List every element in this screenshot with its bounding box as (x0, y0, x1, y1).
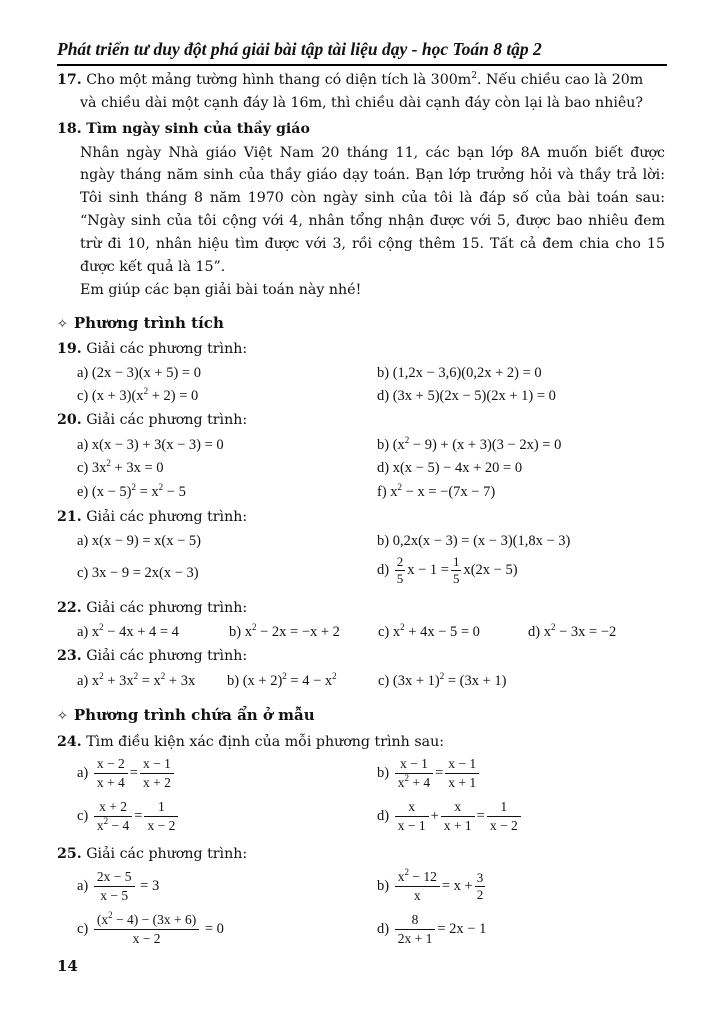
equals-sign: = (134, 808, 143, 824)
numerator: 1 (452, 554, 460, 569)
superscript: 2 (404, 435, 410, 445)
denominator: x − 5 (100, 888, 129, 903)
fraction (94, 756, 128, 791)
denominator (395, 774, 433, 791)
math-part: d) x (528, 624, 551, 640)
fraction (94, 799, 132, 834)
math-part: + 4 (408, 775, 431, 790)
superscript: 2 (103, 816, 109, 826)
math-part: − 9) + (x + 3)(3 − 2x) = 0 (409, 437, 562, 453)
math-part: b) (x + 2) (227, 673, 283, 689)
header-rule (57, 64, 667, 66)
problem-19-d: d) (3x + 5)(2x − 5)(2x + 1) = 0 (377, 388, 556, 404)
equals-sign: = (435, 765, 444, 781)
problem-20-c (77, 459, 164, 477)
problem-21-d (377, 554, 518, 587)
math-part: a) x (77, 624, 100, 640)
diamond-icon: ✧ (57, 317, 68, 332)
problem-17-line-2: và chiều dài một cạnh đáy là 16m, thì chiều dài cạnh đáy còn lại là bao nhiêu? (80, 95, 644, 111)
problem-number: 20. (57, 412, 82, 428)
item-label: a) (77, 878, 89, 894)
problem-number: 18. (57, 121, 82, 137)
math-part: − 2x = −x + 2 (256, 624, 340, 640)
math-part: x (96, 818, 104, 833)
superscript: 2 (158, 482, 164, 492)
problem-22-c (378, 623, 480, 641)
problem-20-heading (57, 411, 247, 429)
numerator: x (395, 799, 429, 817)
math-part: f) x (377, 484, 398, 500)
problem-20-d: d) x(x − 5) − 4x + 20 = 0 (377, 460, 523, 476)
problem-19-a: a) (2x − 3)(x + 5) = 0 (77, 365, 201, 381)
superscript: 2 (106, 458, 111, 468)
math-part: b) x (229, 624, 252, 640)
fraction (395, 554, 406, 587)
denominator: x − 2 (489, 818, 518, 833)
problem-number: 21. (57, 509, 82, 525)
section-title: Phương trình tích (73, 314, 224, 332)
math-part: − 4x + 4 = 4 (103, 624, 179, 640)
item-label: c) (77, 921, 89, 937)
problem-24-a (77, 756, 176, 791)
numerator: 2x − 5 (94, 869, 135, 887)
math-part: + 3x (165, 673, 196, 689)
problem-prompt: Giải các phương trình: (86, 509, 248, 525)
math-part: c) (x + 3)(x (77, 388, 144, 404)
problem-18-line: Tôi sinh tháng 8 năm 1970 còn ngày sinh của tôi là đáp số của bài toán sau: (80, 190, 665, 206)
numerator: 3 (476, 870, 484, 885)
equals-sign: = (129, 765, 138, 781)
problem-20-e (77, 483, 186, 501)
fraction (144, 799, 178, 834)
numerator: x − 1 (395, 756, 433, 774)
fraction (140, 756, 174, 791)
superscript: 2 (108, 910, 113, 920)
superscript: 2 (397, 482, 403, 492)
problem-22-heading (57, 599, 247, 617)
section-heading-product-equations (57, 314, 224, 332)
problem-18-line: trừ đi 10, nhân hiệu tìm được với 3, rồi cộng thêm 15. Tất cả đem chia cho 15 (80, 236, 665, 252)
math-part: − 3x = −2 (555, 624, 617, 640)
math-part: = 4 − x (286, 673, 333, 689)
math-part: e) (x − 5) (77, 484, 132, 500)
problem-prompt: Giải các phương trình: (86, 846, 248, 862)
numerator: 8 (395, 912, 436, 930)
problem-21-a: a) x(x − 9) = x(x − 5) (77, 533, 201, 549)
section-title: Phương trình chứa ẩn ở mẫu (73, 706, 315, 724)
fraction (395, 869, 440, 904)
diamond-icon: ✧ (57, 709, 68, 724)
math-part: (x (96, 912, 109, 927)
page-number: 14 (57, 957, 78, 975)
math-part: − 4 (108, 818, 130, 833)
problem-18-line: được kết quả là 15”. (80, 259, 226, 275)
problem-19-b: b) (1,2x − 3,6)(0,2x + 2) = 0 (377, 365, 542, 381)
item-label: b) (377, 765, 390, 781)
item-label: d) (377, 562, 390, 578)
fraction (475, 870, 486, 903)
superscript: 2 (99, 671, 104, 681)
problem-23-a (77, 672, 195, 690)
fraction (395, 756, 433, 791)
problem-number: 17. (57, 72, 82, 88)
problem-19-heading (57, 340, 247, 358)
superscript: 2 (143, 386, 149, 396)
math-part: x − 1 = (407, 562, 449, 578)
fraction (395, 799, 429, 834)
problem-25-a (77, 869, 159, 904)
numerator: 2 (396, 554, 404, 569)
math-part: a) x (77, 673, 100, 689)
problem-19-c (77, 387, 198, 405)
math-part: = 2x − 1 (437, 921, 487, 937)
numerator: x − 2 (94, 756, 128, 774)
problem-prompt: Giải các phương trình: (86, 600, 248, 616)
numerator (94, 912, 199, 930)
denominator: 2x + 1 (397, 931, 433, 946)
math-part: − 12 (408, 869, 437, 884)
math-part: − x = −(7x − 7) (402, 484, 496, 500)
fraction (94, 912, 199, 947)
fraction (94, 869, 135, 904)
problem-title: Tìm ngày sinh của thầy giáo (86, 121, 310, 137)
problem-prompt: Giải các phương trình: (86, 412, 248, 428)
problem-24-c (77, 799, 180, 834)
problem-number: 22. (57, 600, 82, 616)
superscript: 2 (550, 622, 556, 632)
math-part: c) (3x + 1) (378, 673, 440, 689)
superscript: 2 (471, 71, 477, 81)
numerator: 1 (487, 799, 521, 817)
denominator: x + 1 (443, 818, 472, 833)
math-part: b) (x (377, 437, 405, 453)
problem-25-heading (57, 845, 247, 863)
problem-text: Cho một mảng tường hình thang có diện tích là 300m (86, 72, 472, 88)
math-part: = (3x + 1) (444, 673, 507, 689)
superscript: 2 (404, 773, 409, 783)
superscript: 2 (160, 671, 166, 681)
denominator: 2 (476, 887, 484, 902)
section-heading-fractional-equations (57, 706, 315, 724)
math-part: + 2) = 0 (148, 388, 199, 404)
problem-23-b (227, 672, 337, 690)
problem-text: . Nếu chiều cao là 20m (476, 72, 644, 88)
problem-number: 24. (57, 734, 82, 750)
superscript: 2 (439, 671, 445, 681)
problem-prompt: Giải các phương trình: (86, 341, 248, 357)
fraction (441, 799, 475, 834)
superscript: 2 (400, 622, 405, 632)
denominator: x + 1 (448, 775, 477, 790)
math-part: = 3 (140, 878, 160, 894)
problem-24-d (377, 799, 523, 834)
problem-20-b (377, 436, 561, 454)
problem-25-c (77, 912, 224, 947)
denominator (94, 817, 132, 834)
math-part: = x (135, 484, 159, 500)
item-label: b) (377, 878, 390, 894)
math-part: = x (138, 673, 161, 689)
superscript: 2 (332, 671, 337, 681)
problem-prompt: Giải các phương trình: (86, 648, 248, 664)
math-part: = 0 (204, 921, 224, 937)
fraction (395, 912, 436, 947)
problem-number: 23. (57, 648, 82, 664)
problem-22-b (229, 623, 340, 641)
denominator: x − 1 (397, 818, 426, 833)
problem-21-c: c) 3x − 9 = 2x(x − 3) (77, 565, 199, 581)
problem-18-line: ngày tháng năm sinh của thầy giáo dạy toán. Bạn lớp trưởng hỏi và thầy trả lời: (80, 167, 665, 183)
problem-23-c (378, 672, 507, 690)
problem-24-heading (57, 733, 444, 751)
problem-prompt: Tìm điều kiện xác định của mỗi phương trình sau: (86, 734, 444, 750)
problem-18-heading (57, 120, 310, 138)
problem-number: 19. (57, 341, 82, 357)
problem-25-d (377, 912, 486, 947)
fraction (445, 756, 479, 791)
superscript: 2 (404, 867, 409, 877)
fraction (487, 799, 521, 834)
item-label: a) (77, 765, 89, 781)
math-part: + 3x = 0 (110, 460, 164, 476)
denominator: x (413, 888, 421, 903)
math-part: x (397, 775, 405, 790)
running-header: Phát triển tư duy đột phá giải bài tập tài liệu dạy - học Toán 8 tập 2 (57, 39, 542, 59)
math-part: + 4x − 5 = 0 (404, 624, 480, 640)
math-part: x(2x − 5) (463, 562, 518, 578)
math-part: − 5 (163, 484, 186, 500)
superscript: 2 (282, 671, 287, 681)
numerator: 1 (144, 799, 178, 817)
math-part: + 3x (103, 673, 134, 689)
problem-22-d (528, 623, 616, 641)
denominator: x + 4 (96, 775, 125, 790)
math-part: x (397, 869, 405, 884)
math-part: − 4) − (3x + 6) (112, 912, 197, 927)
denominator: x − 2 (132, 931, 161, 946)
numerator: x + 2 (94, 799, 132, 817)
superscript: 2 (99, 622, 104, 632)
problem-21-heading (57, 508, 247, 526)
math-part: c) x (378, 624, 401, 640)
problem-20-a: a) x(x − 3) + 3(x − 3) = 0 (77, 437, 224, 453)
problem-23-heading (57, 647, 247, 665)
numerator: x − 1 (445, 756, 479, 774)
problem-18-line: Em giúp các bạn giải bài toán này nhé! (80, 282, 362, 298)
problem-number: 25. (57, 846, 82, 862)
math-part: c) 3x (77, 460, 107, 476)
denominator: x + 2 (142, 775, 171, 790)
numerator (395, 869, 440, 887)
numerator: x − 1 (140, 756, 174, 774)
fraction (451, 554, 462, 587)
math-part: = x + (441, 878, 473, 894)
problem-18-line: “Ngày sinh của tôi cộng với 4, nhân tổng nhận được với 5, được bao nhiêu đem (80, 213, 665, 229)
problem-24-b (377, 756, 481, 791)
numerator: x (441, 799, 475, 817)
problem-20-f (377, 483, 495, 501)
denominator: 5 (396, 571, 404, 586)
denominator: x − 2 (147, 818, 176, 833)
problem-25-b (377, 869, 487, 904)
plus-sign: + (430, 808, 439, 824)
problem-22-a (77, 623, 179, 641)
item-label: c) (77, 808, 89, 824)
superscript: 2 (251, 622, 257, 632)
item-label: d) (377, 808, 390, 824)
denominator: 5 (452, 571, 460, 586)
superscript: 2 (133, 671, 139, 681)
problem-17-line-1 (57, 71, 643, 89)
superscript: 2 (131, 482, 136, 492)
problem-21-b: b) 0,2x(x − 3) = (x − 3)(1,8x − 3) (377, 533, 571, 549)
item-label: d) (377, 921, 390, 937)
problem-18-line: Nhân ngày Nhà giáo Việt Nam 20 tháng 11, các bạn lớp 8A muốn biết được (80, 145, 665, 161)
equals-sign: = (476, 808, 485, 824)
